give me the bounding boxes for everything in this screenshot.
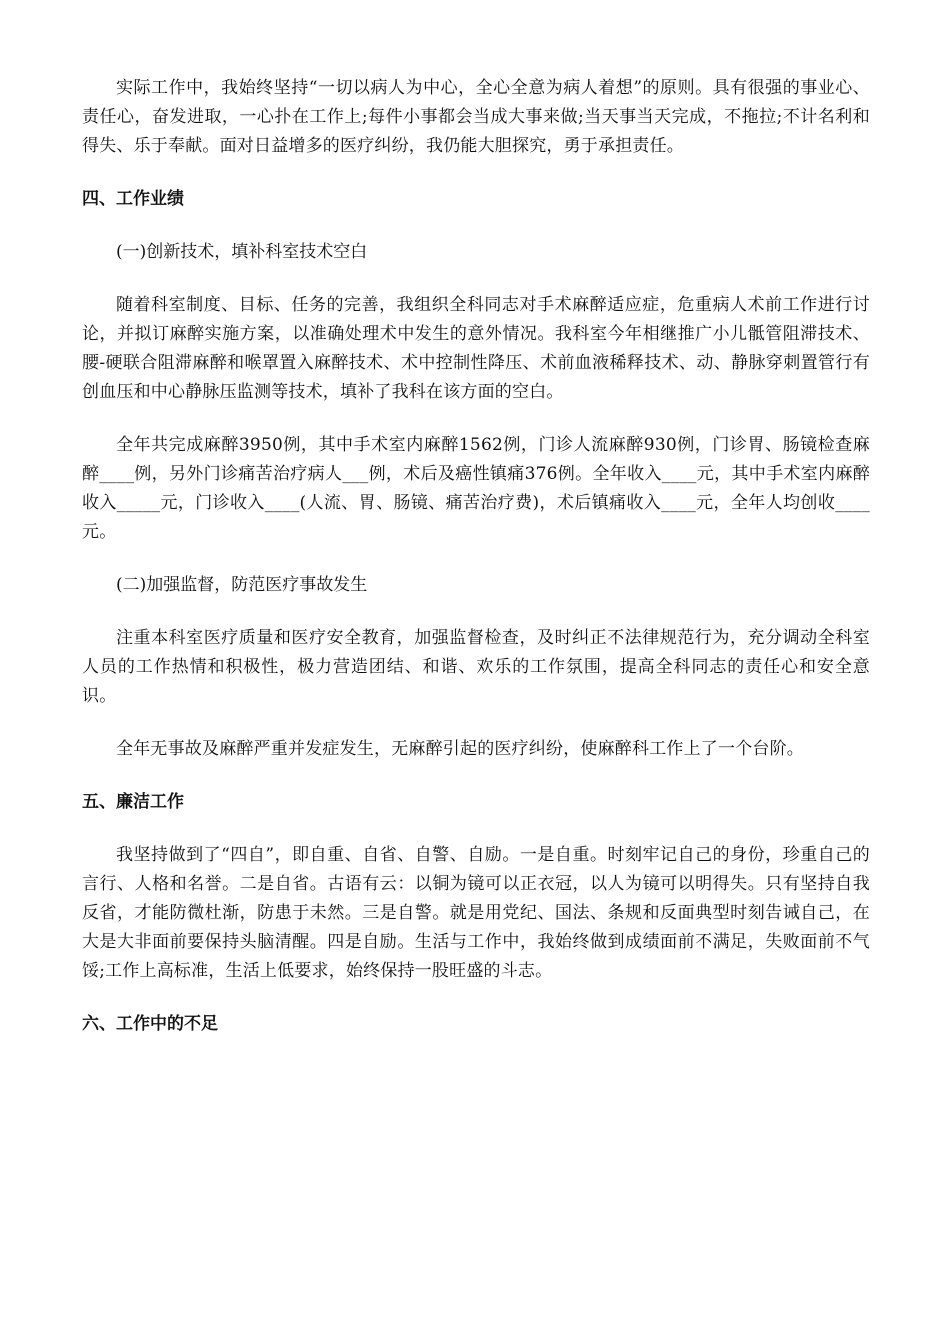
- paragraph-statistics: 全年共完成麻醉3950例，其中手术室内麻醉1562例，门诊人流麻醉930例，门诊胃、肠镜检查麻醉____例，另外门诊痛苦治疗病人___例，术后及癌性镇痛376例。全年收入____元，其中手术室内麻醉收入_____元，门诊收入____(人流、胃、肠镜、痛苦治疗费)，术后镇痛收入____元，全年人均创收____元。: [82, 435, 870, 542]
- paragraph-four-selfs: 我坚持做到了“四自”，即自重、自省、自警、自励。一是自重。时刻牢记自己的身份，珍重自己的言行、人格和名誉。二是自省。古语有云：以铜为镜可以正衣冠，以人为镜可以明得失。只有坚持自我反省，才能防微杜渐，防患于未然。三是自警。就是用党纪、国法、条规和反面典型时刻告诫自己，在大是大非面前要保持头脑清醒。四是自励。生活与工作中，我始终做到成绩面前不满足，失败面前不气馁;工作上高标准，生活上低要求，始终保持一股旺盛的斗志。: [82, 845, 870, 981]
- paragraph-innovation: 随着科室制度、目标、任务的完善，我组织全科同志对手术麻醉适应症，危重病人术前工作进行讨论，并拟订麻醉实施方案，以准确处理术中发生的意外情况。我科室今年相继推广小儿骶管阻滞技术、腰-硬联合阻滞麻醉和喉罩置入麻醉技术、术中控制性降压、术前血液稀释技术、动、静脉穿刺置管行有创血压和中心静脉压监测等技术，填补了我科在该方面的空白。: [82, 295, 870, 402]
- heading-shortcomings: 六、工作中的不足: [82, 1014, 218, 1034]
- paragraph-supervision: 注重本科室医疗质量和医疗安全教育，加强监督检查，及时纠正不法律规范行为，充分调动全科室人员的工作热情和积极性，极力营造团结、和谐、欢乐的工作氛围，提高全科同志的责任心和安全意识。: [82, 628, 870, 706]
- document-page: [82, 74, 870, 1063]
- heading-integrity: 五、廉洁工作: [82, 792, 184, 812]
- heading-work-achievements: 四、工作业绩: [82, 189, 184, 209]
- subheading-supervision: (二)加强监督，防范医疗事故发生: [116, 575, 368, 595]
- paragraph-work-principle: 实际工作中，我始终坚持“一切以病人为中心，全心全意为病人着想”的原则。具有很强的事业心、责任心，奋发进取，一心扑在工作上;每件小事都会当成大事来做;当天事当天完成，不拖拉;不计名利和得失、乐于奉献。面对日益增多的医疗纠纷，我仍能大胆探究，勇于承担责任。: [82, 78, 870, 156]
- paragraph-no-accidents: 全年无事故及麻醉严重并发症发生，无麻醉引起的医疗纠纷，使麻醉科工作上了一个台阶。: [116, 739, 804, 759]
- subheading-innovation: (一)创新技术，填补科室技术空白: [116, 242, 368, 262]
